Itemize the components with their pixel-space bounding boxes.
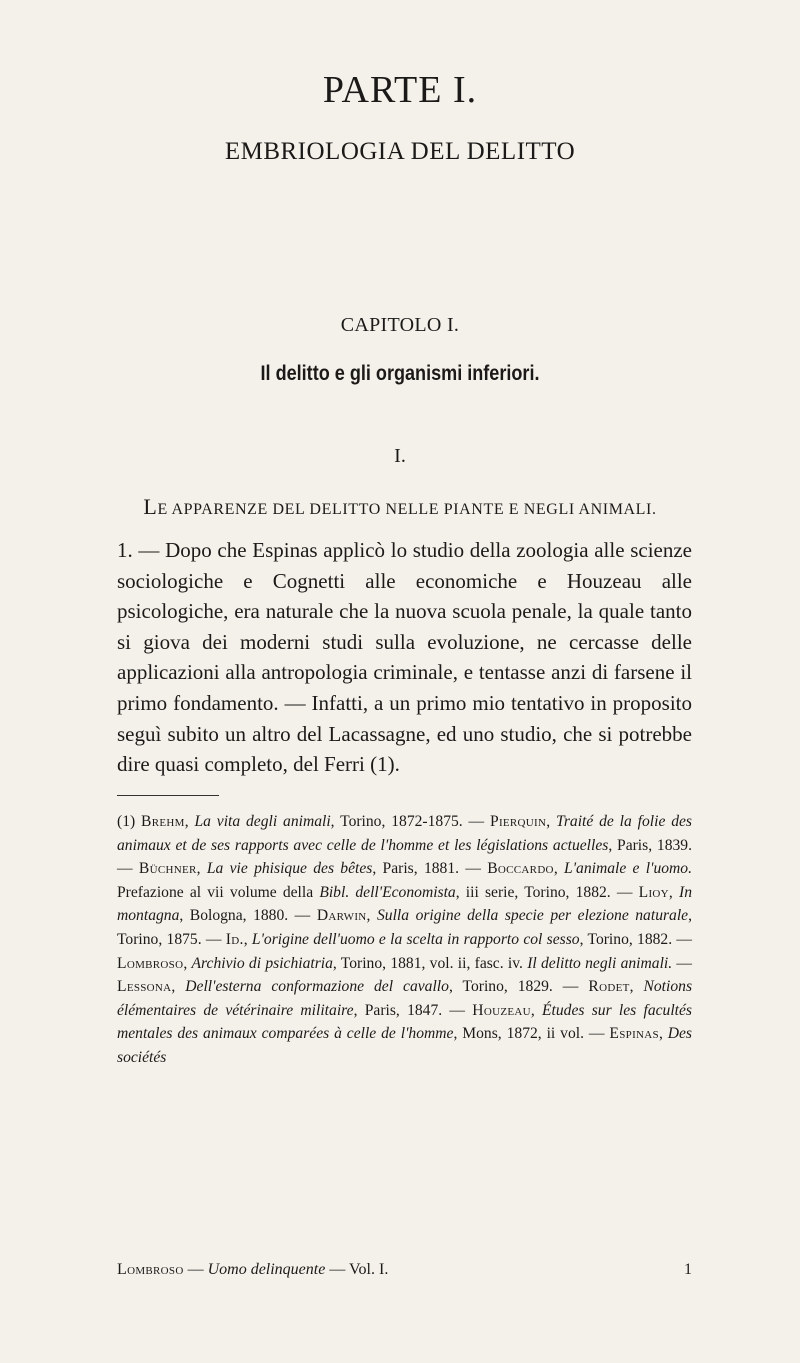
footnote-title: Archivio di psichiatria bbox=[191, 954, 333, 972]
footnote-author: Houzeau bbox=[472, 1001, 531, 1019]
footer-work: Uomo delinquente bbox=[207, 1261, 326, 1278]
footnote-title: Notions élémentaires de vétérinaire militaire bbox=[117, 978, 693, 1019]
footnote-text: , iii serie, Torino, 1882. — bbox=[455, 883, 639, 901]
footnote-title: L'animale e l'uomo. bbox=[564, 860, 692, 878]
footnote-text: , bbox=[668, 883, 679, 901]
section-title bbox=[0, 496, 800, 521]
footnote-text: , bbox=[658, 1025, 668, 1043]
footnote-title: La vita degli animali bbox=[194, 813, 331, 830]
footnote-author: Lioy bbox=[638, 883, 669, 901]
footnote-title: Des sociétés bbox=[117, 1025, 693, 1066]
footnote-text: , Mons, 1872, ii vol. — bbox=[453, 1025, 610, 1043]
footnote-text: , bbox=[184, 813, 195, 830]
footnote-text: , Bologna, 1880. — bbox=[179, 907, 317, 925]
footnote-author: Lombroso bbox=[117, 954, 184, 972]
footnote-text: , bbox=[243, 930, 252, 948]
footnote-text: , bbox=[171, 978, 186, 996]
footnote-text: , bbox=[196, 860, 207, 878]
footnote-author: Lessona bbox=[117, 978, 172, 996]
footnote-rule bbox=[117, 795, 219, 796]
section-title-rest: E APPARENZE DEL DELITTO NELLE PIANTE E NEGLI ANIMALI. bbox=[157, 501, 657, 518]
footnote-title: Dell'esterna conformazione del cavallo bbox=[185, 978, 449, 996]
footnote-text: , bbox=[183, 954, 192, 972]
section-title-initial: L bbox=[143, 494, 158, 519]
footnote-text: , Torino, 1882. — bbox=[579, 930, 693, 948]
body-paragraph: 1. — Dopo che Espinas applicò lo studio della zoologia alle scienze sociologiche e Cognetti alle economiche e Houzeau alle psicologiche, era naturale che la nuova scuola penale, la quale tanto si giova dei moderni studi sulla evoluzione, ne cercasse delle applicazioni alla antropologia criminale, e tentasse anzi di farsene il primo fondamento. — Infatti, a un primo mio tentativo in proposito seguì subito un altro del Lacassagne, ed uno studio, che si potrebbe dire quasi completo, del Ferri (1). bbox=[117, 538, 692, 777]
footnote-text: , Paris, 1847. — bbox=[353, 1001, 473, 1019]
footnote-text: , Torino, 1875. — bbox=[117, 907, 693, 948]
footnote-text: , Torino, 1829. — bbox=[448, 978, 589, 996]
footnote-text: , bbox=[546, 813, 557, 830]
footnote bbox=[117, 810, 692, 1070]
footnote-title: La vie phisique des bêtes bbox=[206, 860, 373, 878]
footnote-author: Rodet bbox=[588, 978, 630, 996]
footnote-text: , Paris, 1839. — bbox=[117, 836, 692, 878]
footnote-author: Darwin bbox=[316, 907, 367, 925]
footer-volume: Vol. I. bbox=[349, 1261, 389, 1278]
footnote-title: Sulla origine della specie per elezione naturale bbox=[376, 907, 689, 925]
footnote-text: , Torino, 1881, vol. ii, fasc. iv. bbox=[332, 954, 528, 972]
page-number: 1 bbox=[684, 1261, 692, 1278]
footnote-text: , bbox=[629, 978, 644, 996]
footnote-title: Études sur les facultés mentales des animaux comparées à celle de l'homme bbox=[117, 1001, 692, 1043]
footnote-text: , Torino, 1872-1875. — bbox=[330, 813, 490, 830]
footnote-text: , bbox=[530, 1001, 543, 1019]
footnote-author: Espinas bbox=[609, 1025, 659, 1043]
footnote-marker: (1) bbox=[117, 813, 136, 830]
footer-author: Lombroso bbox=[117, 1261, 184, 1278]
footnote-author: Boccardo bbox=[487, 860, 554, 878]
footer-sep-1: — bbox=[183, 1261, 208, 1278]
section-number: I. bbox=[394, 445, 406, 467]
footnote-text: , bbox=[553, 860, 565, 878]
footnote-text: Prefazione al vii volume della bbox=[117, 883, 320, 901]
footnote-content bbox=[117, 813, 692, 1066]
footnote-text: — bbox=[672, 954, 693, 972]
part-title: PARTE I. bbox=[322, 69, 478, 111]
footnote-author: Büchner bbox=[138, 860, 197, 878]
footnote-text: , bbox=[366, 907, 377, 925]
footnote-title: Traité de la folie des animaux et de ses rapports avec celle de l'homme et les législations actuelles bbox=[117, 813, 692, 854]
chapter-title: CAPITOLO I. bbox=[340, 314, 460, 336]
footnote-author: Id. bbox=[225, 930, 244, 948]
running-footer-left bbox=[117, 1259, 388, 1281]
footnote-author: Pierquin bbox=[489, 813, 547, 830]
footnote-title: Il delitto negli animali. bbox=[527, 954, 673, 972]
footnote-text: , Paris, 1881. — bbox=[372, 860, 488, 878]
footnote-author: Brehm bbox=[141, 813, 185, 830]
footer-sep-2: — bbox=[325, 1261, 350, 1278]
footnote-title: L'origine dell'uomo e la scelta in rapporto col sesso bbox=[251, 930, 580, 948]
footnote-title: In montagna bbox=[117, 883, 692, 925]
chapter-subtitle: Il delitto e gli organismi inferiori. bbox=[260, 362, 540, 385]
footnote-title: Bibl. dell'Economista bbox=[319, 883, 456, 901]
part-subtitle: EMBRIOLOGIA DEL DELITTO bbox=[224, 138, 576, 165]
